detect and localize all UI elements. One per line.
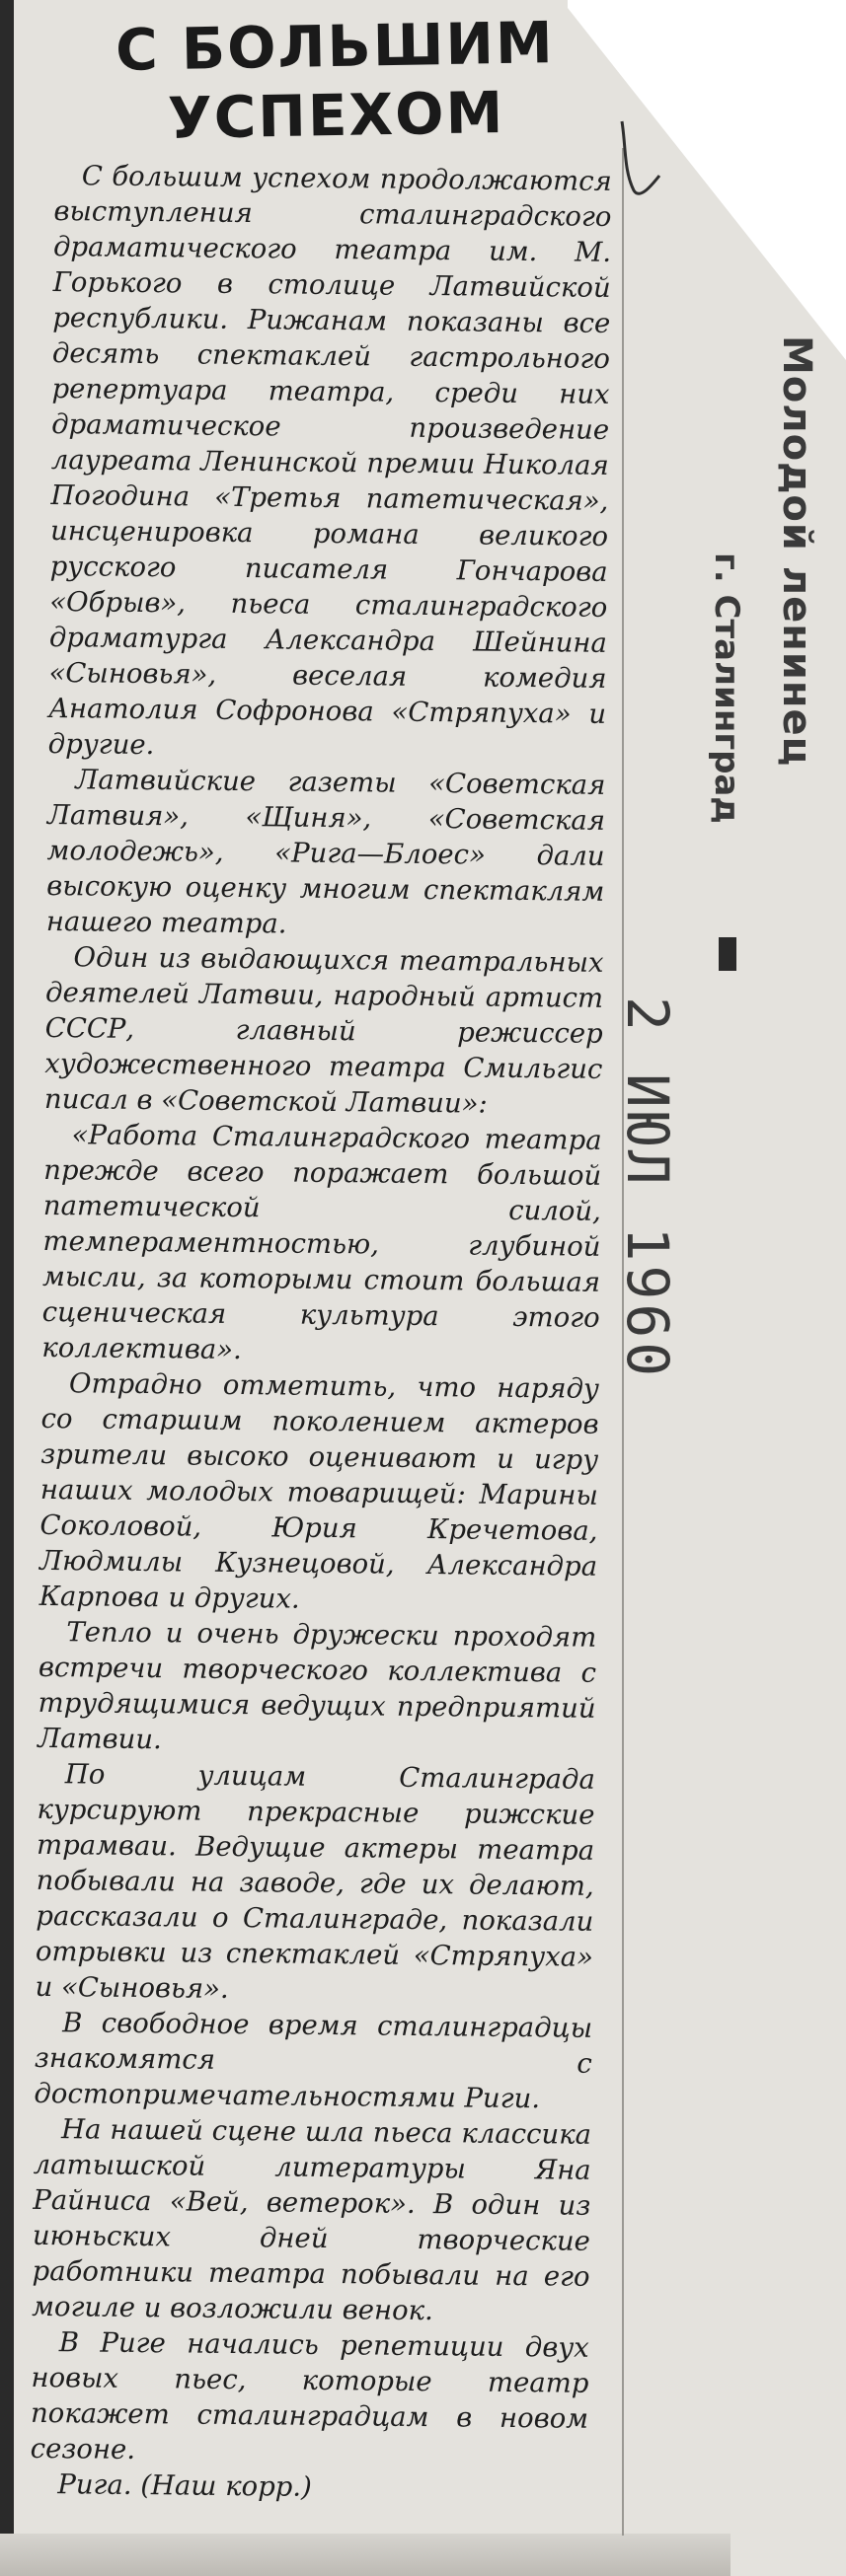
handwritten-pen-mark: [612, 116, 681, 215]
article-paragraph: Отрадно отметить, что наряду со старшим поколением актеров зрители высоко оценивают и игру наших молодых товарищей: Марины Соколовой, Юрия Кречетова, Людмилы Кузнецовой, Александра Карпова и других.: [38, 1367, 600, 1615]
stamp-city: г. Сталинград: [707, 552, 746, 824]
stamp-newspaper-name: Молодой ленинец: [774, 335, 819, 768]
clipping-bottom-edge: [0, 2534, 731, 2576]
article-paragraph: В свободное время сталинградцы знакомятся с достопримечательностями Риги.: [34, 2007, 593, 2115]
article-paragraph: Латвийские газеты «Советская Латвия», «Щиня», «Советская молодежь», «Рига—Блоес» дали высокую оценку многим спектаклям нашего театра.: [45, 764, 606, 940]
stamp-date: 2 ИЮЛ 1960: [614, 996, 681, 1381]
article-headline: [58, 7, 613, 155]
headline-line-2: УСПЕХОМ: [167, 79, 505, 152]
article-paragraph: Один из выдающихся театральных деятелей Латвии, народный артист СССР, главный режиссер художественного театра Смильгис писал в «Советской Латвии»:: [43, 941, 604, 1120]
date-stamp-mark: [719, 937, 736, 971]
article-paragraph: С большим успехом продолжаются выступления сталинградского драматического театра им. М. Горького в столице Латвийской республики. Рижанам показаны все десять спектаклей гастрольного репертуара театра, среди них драматическое произведение лауреата Ленинской премии Николая Погодина «Третья патетическая», инсценировка романа великого русского писателя Гончарова «Обрыв», пьеса сталинградского драматурга Александра Шейнина «Сыновья», веселая комедия Анатолия Софронова «Стряпуха» и другие.: [47, 160, 612, 762]
article-body: [30, 158, 612, 2508]
headline-line-1: С БОЛЬШИМ: [115, 9, 556, 84]
clipping-edge: [0, 0, 14, 2576]
article-paragraph: На нашей сцене шла пьеса классика латышской литературы Яна Райниса «Вей, ветерок». В один из июньских дней творческие работники театра побывали на его могиле и возложили венок.: [32, 2113, 592, 2327]
article-signature: Рига. (Наш корр.): [57, 2468, 313, 2503]
article-paragraph: «Работа Сталинградского театра прежде всего поражает большой патетической силой, темпераментностью, глубиной мысли, за которыми стоит большая сценическая культура этого коллектива».: [41, 1119, 602, 1366]
article-paragraph: В Риге начались репетиции двух новых пьес, которые театр покажет сталинградцам в новом сезоне.: [30, 2326, 589, 2466]
article-paragraph: По улицам Сталинграда курсируют прекрасные рижские трамваи. Ведущие актеры театра побывали на заводе, где их делают, рассказали о Сталинграде, показали отрывки из спектаклей «Стряпуха» и «Сыновья».: [35, 1758, 595, 2005]
article-paragraph: Тепло и очень дружески проходят встречи творческого коллектива с трудящимися ведущих предприятий Латвии.: [38, 1616, 597, 1756]
